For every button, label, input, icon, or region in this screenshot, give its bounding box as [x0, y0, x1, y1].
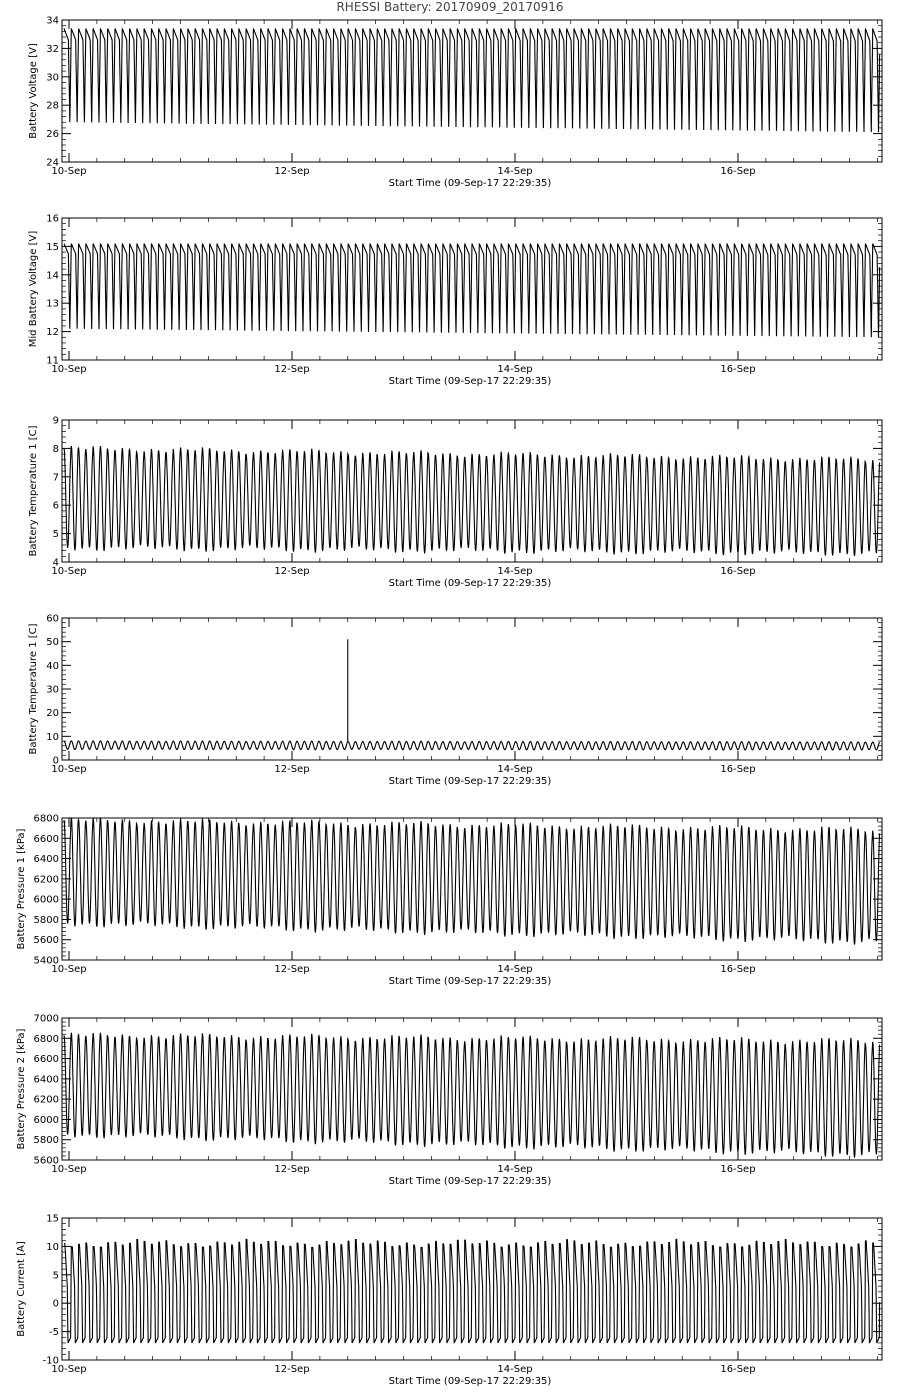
y-tick-label: 6800 [33, 813, 59, 825]
series-line [64, 29, 880, 133]
y-tick-label: 30 [46, 684, 59, 696]
y-tick-label: 16 [46, 213, 59, 225]
y-tick-label: 10 [46, 731, 59, 743]
x-tick-label: 10-Sep [51, 964, 87, 975]
x-tick-label: 14-Sep [497, 1364, 533, 1375]
x-axis-label: Start Time (09-Sep-17 22:29:35) [388, 1376, 552, 1387]
x-tick-label: 16-Sep [720, 964, 756, 975]
x-tick-label: 12-Sep [274, 964, 310, 975]
x-tick-label: 16-Sep [720, 166, 756, 177]
x-tick-label: 10-Sep [51, 764, 87, 775]
chart-panel-6 [16, 1014, 882, 1188]
y-tick-label: 24 [46, 157, 59, 169]
y-tick-label: 13 [46, 298, 59, 310]
plot-frame [62, 618, 882, 760]
y-tick-label: 6400 [33, 854, 59, 866]
chart-panel-1 [28, 16, 882, 190]
y-tick-label: 6200 [33, 874, 59, 886]
x-tick-label: 12-Sep [274, 566, 310, 577]
x-tick-label: 12-Sep [274, 1164, 310, 1175]
y-tick-label: 34 [46, 15, 59, 27]
x-axis-label: Start Time (09-Sep-17 22:29:35) [388, 178, 552, 189]
x-axis-label: Start Time (09-Sep-17 22:29:35) [388, 578, 552, 589]
y-tick-label: 40 [46, 660, 59, 672]
y-axis-label: Battery Pressure 1 [kPa] [16, 828, 27, 950]
y-tick-label: 15 [46, 1213, 59, 1225]
y-tick-label: 6200 [33, 1094, 59, 1106]
series-line [64, 1033, 880, 1158]
y-axis-label: Mid Battery Voltage [V] [28, 230, 39, 348]
x-axis-label: Start Time (09-Sep-17 22:29:35) [388, 976, 552, 987]
chart-panel-7 [16, 1214, 882, 1388]
chart-panel-4 [28, 614, 882, 788]
x-tick-label: 16-Sep [720, 566, 756, 577]
x-tick-label: 10-Sep [51, 566, 87, 577]
y-tick-label: 0 [52, 755, 59, 767]
y-axis-label: Battery Temperature 1 [C] [28, 425, 39, 557]
y-tick-label: 6600 [33, 1054, 59, 1066]
x-tick-label: 14-Sep [497, 1164, 533, 1175]
y-tick-label: 7000 [33, 1013, 59, 1025]
y-tick-label: 32 [46, 43, 59, 55]
y-tick-label: 30 [46, 72, 59, 84]
x-tick-label: 10-Sep [51, 1364, 87, 1375]
x-axis-label: Start Time (09-Sep-17 22:29:35) [388, 376, 552, 387]
x-tick-label: 14-Sep [497, 364, 533, 375]
x-tick-label: 14-Sep [497, 764, 533, 775]
y-tick-label: 5600 [33, 935, 59, 947]
x-tick-label: 10-Sep [51, 364, 87, 375]
plot-frame [62, 818, 882, 960]
x-tick-label: 12-Sep [274, 166, 310, 177]
y-tick-label: 12 [46, 327, 59, 339]
x-tick-label: 12-Sep [274, 364, 310, 375]
chart-panel-3 [28, 416, 882, 590]
series-line [64, 817, 880, 944]
y-tick-label: 5800 [33, 1135, 59, 1147]
x-tick-label: 14-Sep [497, 964, 533, 975]
x-tick-label: 14-Sep [497, 166, 533, 177]
y-tick-label: 0 [52, 1298, 59, 1310]
chart-panel-2 [28, 214, 882, 388]
series-line [64, 741, 880, 750]
x-axis-label: Start Time (09-Sep-17 22:29:35) [388, 1176, 552, 1187]
x-tick-label: 10-Sep [51, 1164, 87, 1175]
y-tick-label: 50 [46, 637, 59, 649]
y-tick-label: 6400 [33, 1074, 59, 1086]
y-tick-label: -10 [42, 1355, 59, 1367]
y-axis-label: Battery Voltage [V] [28, 43, 39, 139]
x-tick-label: 12-Sep [274, 764, 310, 775]
y-tick-label: 8 [52, 443, 59, 455]
y-axis-label: Battery Current [A] [16, 1241, 27, 1337]
y-tick-label: 5 [52, 1270, 59, 1282]
series-line [64, 446, 880, 556]
x-tick-label: 10-Sep [51, 166, 87, 177]
y-tick-label: 26 [46, 129, 59, 141]
series-line [64, 1239, 880, 1343]
x-tick-label: 12-Sep [274, 1364, 310, 1375]
x-tick-label: 16-Sep [720, 1364, 756, 1375]
y-tick-label: 5 [52, 529, 59, 541]
x-tick-label: 16-Sep [720, 364, 756, 375]
y-tick-label: 5600 [33, 1155, 59, 1167]
y-tick-label: 6000 [33, 894, 59, 906]
page-title: RHESSI Battery: 20170909_20170916 [336, 0, 564, 14]
plot-frame [62, 218, 882, 360]
y-tick-label: 5800 [33, 914, 59, 926]
y-tick-label: 6800 [33, 1033, 59, 1045]
chart-panel-5 [16, 814, 882, 988]
y-tick-label: 11 [46, 355, 59, 367]
y-tick-label: 4 [52, 557, 59, 569]
y-tick-label: 6600 [33, 833, 59, 845]
y-tick-label: 15 [46, 241, 59, 253]
y-tick-label: 6 [52, 500, 59, 512]
x-axis-label: Start Time (09-Sep-17 22:29:35) [388, 776, 552, 787]
y-tick-label: 7 [52, 472, 59, 484]
y-tick-label: 20 [46, 708, 59, 720]
y-tick-label: 5400 [33, 955, 59, 967]
y-tick-label: 14 [46, 270, 59, 282]
x-tick-label: 14-Sep [497, 566, 533, 577]
y-tick-label: 28 [46, 100, 59, 112]
y-axis-label: Battery Pressure 2 [kPa] [16, 1028, 27, 1150]
x-tick-label: 16-Sep [720, 764, 756, 775]
y-axis-label: Battery Temperature 1 [C] [28, 623, 39, 755]
y-tick-label: 9 [52, 415, 59, 427]
y-tick-label: 6000 [33, 1114, 59, 1126]
y-tick-label: -5 [49, 1327, 59, 1339]
x-tick-label: 16-Sep [720, 1164, 756, 1175]
series-line [64, 244, 880, 338]
y-tick-label: 10 [46, 1241, 59, 1253]
y-tick-label: 60 [46, 613, 59, 625]
